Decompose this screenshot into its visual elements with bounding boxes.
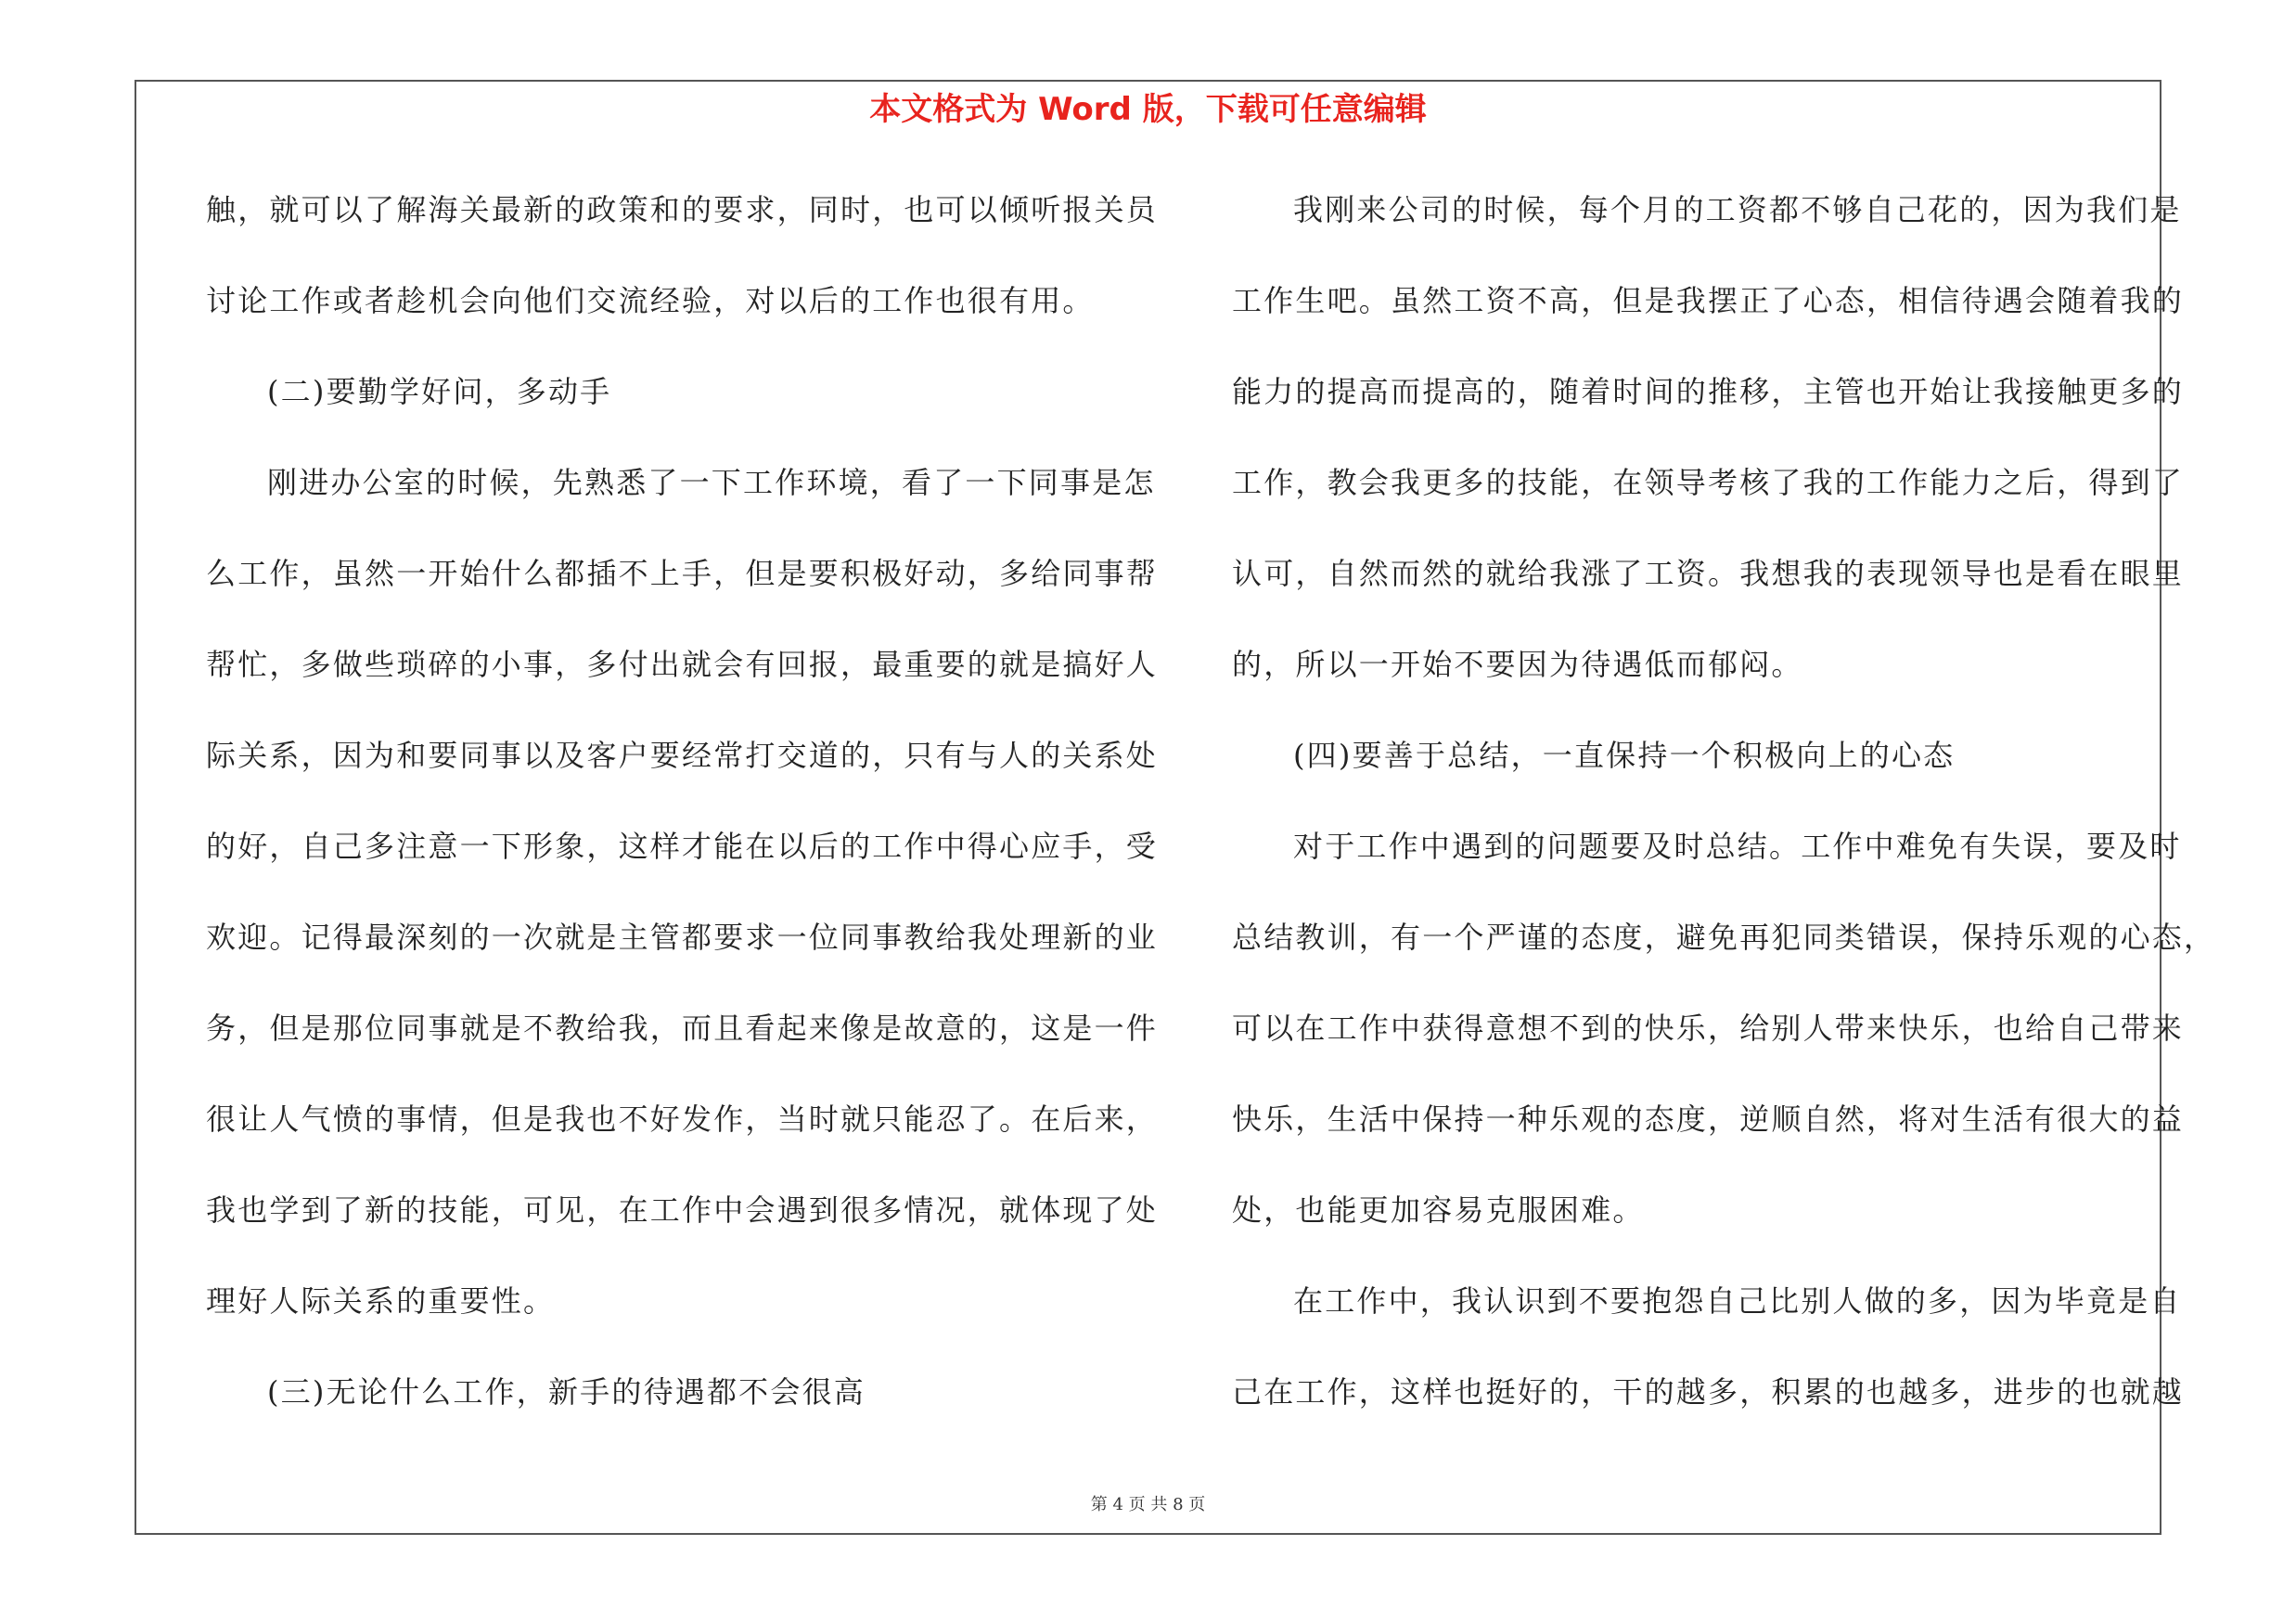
text-line: 欢迎。记得最深刻的一次就是主管都要求一位同事教给我处理新的业 (206, 920, 1159, 955)
page-number-footer: 第 4 页 共 8 页 (1090, 1495, 1206, 1514)
text-line: 务，但是那位同事就是不教给我，而且看起来像是故意的，这是一件 (206, 1011, 1159, 1046)
text-line: 工作生吧。虽然工资不高，但是我摆正了心态，相信待遇会随着我的 (1232, 283, 2185, 318)
text-line: (二)要勤学好问，多动手 (267, 374, 612, 409)
format-notice-banner: 本文格式为 Word 版，下载可任意编辑 (869, 91, 1427, 128)
text-line: 在工作中，我认识到不要抱怨自己比别人做的多，因为毕竟是自 (1293, 1283, 2182, 1319)
right-text-column (1232, 187, 2216, 1461)
left-text-column (206, 187, 1159, 1461)
text-line: 触，就可以了解海关最新的政策和的要求，同时，也可以倾听报关员 (206, 192, 1159, 227)
text-line: 能力的提高而提高的，随着时间的推移，主管也开始让我接触更多的 (1232, 374, 2185, 409)
text-line: 理好人际关系的重要性。 (206, 1283, 556, 1319)
text-line: 么工作，虽然一开始什么都插不上手，但是要积极好动，多给同事帮 (206, 556, 1159, 591)
text-line: 帮忙，多做些琐碎的小事，多付出就会有回报，最重要的就是搞好人 (206, 647, 1159, 682)
text-line: 认可，自然而然的就给我涨了工资。我想我的表现领导也是看在眼里 (1232, 556, 2185, 591)
text-line: (四)要善于总结，一直保持一个积极向上的心态 (1293, 738, 1956, 773)
text-line: (三)无论什么工作，新手的待遇都不会很高 (267, 1374, 866, 1410)
text-line: 对于工作中遇到的问题要及时总结。工作中难免有失误，要及时 (1293, 829, 2182, 864)
text-line: 处，也能更加容易克服困难。 (1232, 1192, 1645, 1228)
text-line: 的好，自己多注意一下形象，这样才能在以后的工作中得心应手，受 (206, 829, 1159, 864)
text-line: 的，所以一开始不要因为待遇低而郁闷。 (1232, 647, 1803, 682)
text-line: 讨论工作或者趁机会向他们交流经验，对以后的工作也很有用。 (206, 283, 1095, 318)
text-line: 我刚来公司的时候，每个月的工资都不够自己花的，因为我们是 (1293, 192, 2182, 227)
text-line: 己在工作，这样也挺好的，干的越多，积累的也越多，进步的也就越 (1232, 1374, 2185, 1410)
text-line: 总结教训，有一个严谨的态度，避免再犯同类错误，保持乐观的心态， (1232, 920, 2216, 955)
text-line: 工作，教会我更多的技能，在领导考核了我的工作能力之后，得到了 (1232, 465, 2185, 500)
text-line: 刚进办公室的时候，先熟悉了一下工作环境，看了一下同事是怎 (267, 465, 1156, 500)
text-line: 很让人气愤的事情，但是我也不好发作，当时就只能忍了。在后来， (206, 1101, 1159, 1137)
text-line: 我也学到了新的技能，可见，在工作中会遇到很多情况，就体现了处 (206, 1192, 1159, 1228)
text-line: 可以在工作中获得意想不到的快乐，给别人带来快乐，也给自己带来 (1232, 1011, 2185, 1046)
text-line: 际关系，因为和要同事以及客户要经常打交道的，只有与人的关系处 (206, 738, 1159, 773)
text-line: 快乐，生活中保持一种乐观的态度，逆顺自然，将对生活有很大的益 (1232, 1101, 2185, 1137)
